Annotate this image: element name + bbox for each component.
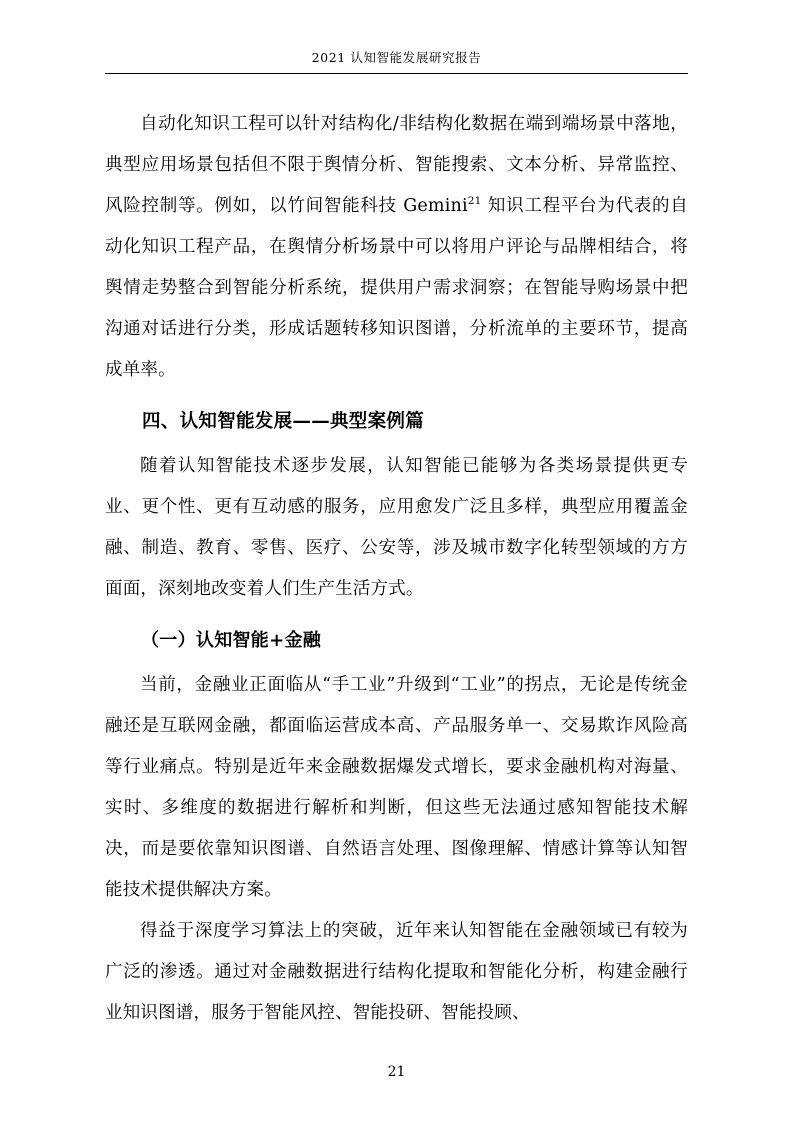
paragraph-1-continuation: 知识工程平台为代表的自动化知识工程产品，在舆情分析场景中可以将用户评论与品牌相结合，将舆情走势整合到智能分析系统，提供用户需求洞察；在智能导购场景中把沟通对话进行分类，形成话题转移知识图谱，分析流单的主要环节，提高成单率。 [105,196,688,380]
paragraph-1 [105,104,688,391]
page-header: 2021 认知智能发展研究报告 [105,48,688,74]
footnote-reference: 21 [467,195,482,208]
paragraph-1-text: 自动化知识工程可以针对结构化/非结构化数据在端到端场景中落地，典型应用场景包括但不限于舆情分析、智能搜索、文本分析、异常监控、风险控制等。例如，以竹间智能科技 Gemini [105,114,688,216]
section-heading: 四、认知智能发展——典型案例篇 [142,411,425,432]
page-number: 21 [387,1064,406,1080]
page-body [105,104,688,1034]
paragraph-2: 随着认知智能技术逐步发展，认知智能已能够为各类场景提供更专业、更个性、更有互动感的服务，应用愈发广泛且多样，典型应用覆盖金融、制造、教育、零售、医疗、公安等，涉及城市数字化转型领域的方方面面，深刻地改变着人们生产生活方式。 [105,456,688,599]
paragraph-4: 得益于深度学习算法上的突破，近年来认知智能在金融领域已有较为广泛的渗透。通过对金融数据进行结构化提取和智能化分析，构建金融行业知识图谱，服务于智能风控、智能投研、智能投顾、 [105,921,688,1023]
subsection-heading: （一）认知智能+金融 [141,630,322,651]
paragraph-3: 当前，金融业正面临从“手工业”升级到“工业”的拐点，无论是传统金融还是互联网金融，都面临运营成本高、产品服务单一、交易欺诈风险高等行业痛点。特别是近年来金融数据爆发式增长，要求金融机构对海量、实时、多维度的数据进行解析和判断，但这些无法通过感知智能技术解决，而是要依靠知识图谱、自然语言处理、图像理解、情感计算等认知智能技术提供解决方案。 [105,675,688,900]
